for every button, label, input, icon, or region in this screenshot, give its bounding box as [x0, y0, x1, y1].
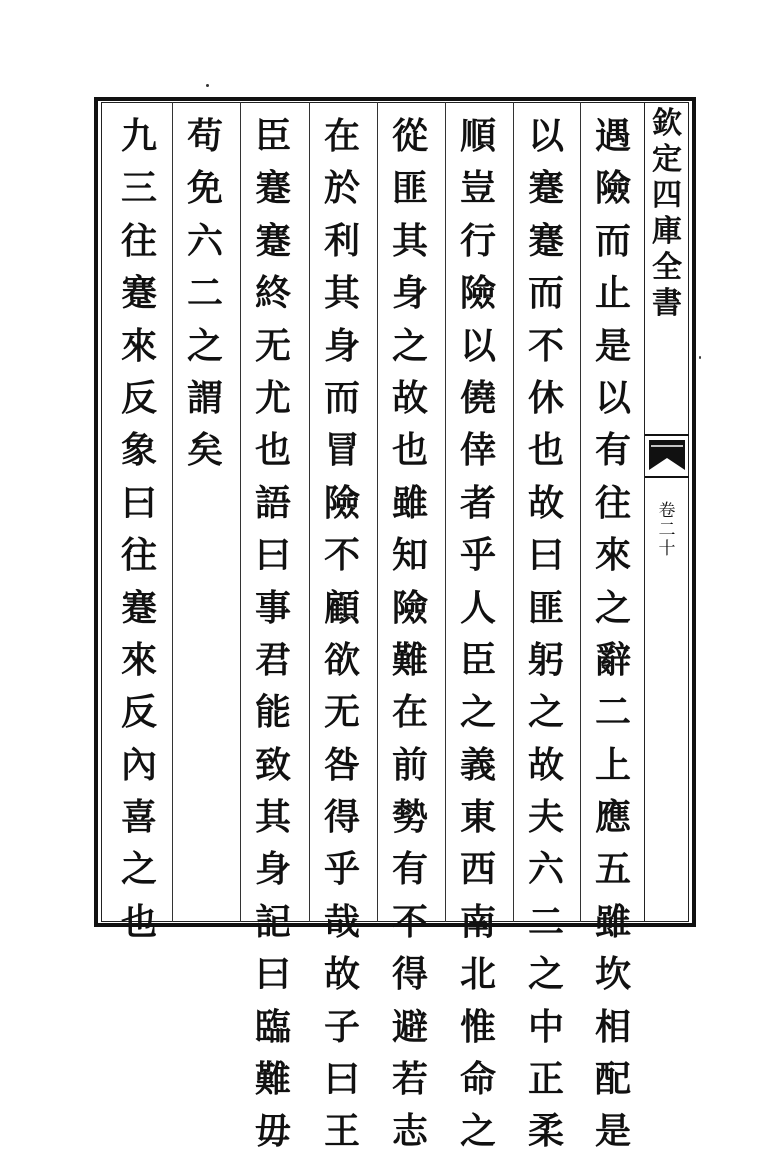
text-character: 事 [254, 586, 291, 629]
text-character: 險 [391, 586, 428, 629]
text-character: 而 [527, 272, 564, 315]
text-character: 往 [120, 534, 157, 577]
text-character: 遇 [594, 115, 631, 157]
text-character: 北 [459, 953, 496, 996]
text-character: 勢 [391, 796, 428, 839]
text-character: 之 [459, 1110, 496, 1153]
text-character: 臣 [459, 638, 496, 681]
text-character: 在 [323, 115, 360, 157]
text-character: 以 [459, 324, 496, 367]
text-character: 相 [594, 1005, 631, 1048]
text-character: 也 [391, 429, 428, 472]
text-character: 有 [391, 848, 428, 891]
text-character: 語 [254, 481, 291, 524]
text-character: 臣 [254, 115, 291, 157]
text-character: 曰 [254, 534, 291, 577]
text-character: 得 [391, 953, 428, 996]
text-character: 而 [323, 376, 360, 419]
text-character: 矣 [186, 429, 223, 472]
text-character: 南 [459, 900, 496, 943]
text-character: 故 [527, 481, 564, 524]
text-character: 來 [594, 534, 631, 577]
text-character: 六 [186, 219, 223, 262]
text-character: 臨 [254, 1005, 291, 1048]
text-character: 曰 [323, 1058, 360, 1101]
text-character: 六 [527, 848, 564, 891]
text-character: 二 [186, 272, 223, 315]
text-character: 者 [459, 481, 496, 524]
text-character: 以 [527, 115, 564, 157]
text-character: 冒 [323, 429, 360, 472]
text-character: 前 [391, 743, 428, 786]
text-character: 反 [120, 376, 157, 419]
text-character: 无 [254, 324, 291, 367]
text-character: 上 [594, 743, 631, 786]
text-character: 喜 [120, 796, 157, 839]
text-character: 之 [120, 848, 157, 891]
print-speck [699, 356, 701, 359]
text-character: 利 [323, 219, 360, 262]
text-character: 內 [120, 743, 157, 786]
text-character: 若 [391, 1058, 428, 1101]
text-character: 休 [527, 376, 564, 419]
text-character: 之 [527, 691, 564, 734]
text-character: 也 [527, 429, 564, 472]
text-character: 五 [594, 848, 631, 891]
text-character: 哉 [323, 900, 360, 943]
text-character: 之 [459, 691, 496, 734]
text-character: 是 [594, 1110, 631, 1153]
text-character: 應 [594, 796, 631, 839]
text-character: 匪 [391, 167, 428, 210]
text-character: 身 [391, 272, 428, 315]
text-character: 正 [527, 1058, 564, 1101]
text-character: 夫 [527, 796, 564, 839]
text-character: 乎 [323, 848, 360, 891]
text-character: 記 [254, 900, 291, 943]
text-column-1 [581, 110, 645, 1153]
text-character: 九 [120, 115, 157, 157]
text-character: 毋 [254, 1110, 291, 1153]
text-character: 无 [323, 691, 360, 734]
text-character: 象 [120, 429, 157, 472]
text-character: 咎 [323, 743, 360, 786]
text-character: 往 [120, 219, 157, 262]
text-character: 之 [594, 586, 631, 629]
text-character: 之 [186, 324, 223, 367]
text-character: 致 [254, 743, 291, 786]
text-character: 是 [594, 324, 631, 367]
text-character: 尤 [254, 376, 291, 419]
text-character: 能 [254, 691, 291, 734]
text-character: 來 [120, 638, 157, 681]
text-column-2 [514, 110, 578, 1153]
text-character: 西 [459, 848, 496, 891]
fishtail-ornament-icon [649, 438, 685, 472]
text-character: 往 [594, 481, 631, 524]
text-character: 反 [120, 691, 157, 734]
text-character: 以 [594, 376, 631, 419]
text-character: 東 [459, 796, 496, 839]
text-character: 止 [594, 272, 631, 315]
text-column-7 [173, 110, 237, 918]
text-character: 乎 [459, 534, 496, 577]
text-character: 苟 [186, 115, 223, 157]
text-column-6 [241, 110, 305, 1153]
text-character: 命 [459, 1058, 496, 1101]
text-character: 曰 [254, 953, 291, 996]
text-character: 豈 [459, 167, 496, 210]
text-character: 有 [594, 429, 631, 472]
text-character: 其 [323, 272, 360, 315]
text-character: 蹇 [120, 586, 157, 629]
text-character: 惟 [459, 1005, 496, 1048]
text-character: 免 [186, 167, 223, 210]
text-character: 故 [527, 743, 564, 786]
text-character: 二 [527, 900, 564, 943]
text-character: 險 [594, 167, 631, 210]
margin-rule-bottom [645, 476, 689, 478]
text-character: 義 [459, 743, 496, 786]
text-character: 故 [391, 376, 428, 419]
text-character: 其 [391, 219, 428, 262]
text-column-4 [378, 110, 442, 1153]
text-character: 在 [391, 691, 428, 734]
text-character: 雖 [391, 481, 428, 524]
text-character: 得 [323, 796, 360, 839]
text-character: 中 [527, 1005, 564, 1048]
text-character: 行 [459, 219, 496, 262]
margin-character: 二 [658, 520, 676, 540]
text-character: 坎 [594, 953, 631, 996]
text-character: 不 [323, 534, 360, 577]
margin-character: 書 [652, 286, 682, 321]
text-character: 人 [459, 586, 496, 629]
text-character: 躬 [527, 638, 564, 681]
text-character: 蹇 [254, 219, 291, 262]
margin-character: 十 [658, 539, 676, 559]
text-character: 之 [391, 324, 428, 367]
text-character: 於 [323, 167, 360, 210]
margin-character: 卷 [658, 501, 676, 521]
text-character: 而 [594, 219, 631, 262]
volume-number [645, 502, 689, 559]
text-character: 其 [254, 796, 291, 839]
text-character: 難 [391, 638, 428, 681]
text-character: 二 [594, 691, 631, 734]
text-column-8 [107, 110, 171, 943]
text-character: 不 [527, 324, 564, 367]
text-character: 辭 [594, 638, 631, 681]
margin-rule-top [645, 434, 689, 436]
text-character: 從 [391, 115, 428, 157]
text-character: 避 [391, 1005, 428, 1048]
text-character: 僥 [459, 376, 496, 419]
book-title [645, 106, 689, 322]
text-character: 蹇 [527, 219, 564, 262]
text-character: 雖 [594, 900, 631, 943]
text-character: 蹇 [120, 272, 157, 315]
text-character: 身 [254, 848, 291, 891]
text-character: 來 [120, 324, 157, 367]
margin-character: 定 [652, 142, 682, 177]
margin-character: 全 [652, 250, 682, 285]
text-character: 配 [594, 1058, 631, 1101]
text-character: 終 [254, 272, 291, 315]
text-character: 順 [459, 115, 496, 157]
text-character: 謂 [186, 376, 223, 419]
text-character: 險 [459, 272, 496, 315]
text-character: 欲 [323, 638, 360, 681]
margin-character: 庫 [652, 214, 682, 249]
text-character: 三 [120, 167, 157, 210]
print-speck [206, 84, 209, 87]
text-column-5 [310, 110, 374, 1153]
text-character: 王 [323, 1110, 360, 1153]
text-character: 身 [323, 324, 360, 367]
text-character: 君 [254, 638, 291, 681]
text-character: 蹇 [254, 167, 291, 210]
margin-character: 四 [652, 178, 682, 213]
text-character: 難 [254, 1058, 291, 1101]
text-character: 也 [254, 429, 291, 472]
text-character: 知 [391, 534, 428, 577]
margin-column [644, 102, 689, 922]
text-character: 志 [391, 1110, 428, 1153]
text-character: 蹇 [527, 167, 564, 210]
margin-character: 欽 [652, 106, 682, 141]
text-character: 曰 [527, 534, 564, 577]
text-column-3 [446, 110, 510, 1153]
text-character: 曰 [120, 481, 157, 524]
text-character: 故 [323, 953, 360, 996]
text-character: 柔 [527, 1110, 564, 1153]
text-character: 不 [391, 900, 428, 943]
text-character: 子 [323, 1005, 360, 1048]
text-character: 也 [120, 900, 157, 943]
text-character: 之 [527, 953, 564, 996]
text-character: 險 [323, 481, 360, 524]
text-character: 匪 [527, 586, 564, 629]
text-character: 倖 [459, 429, 496, 472]
text-character: 顧 [323, 586, 360, 629]
